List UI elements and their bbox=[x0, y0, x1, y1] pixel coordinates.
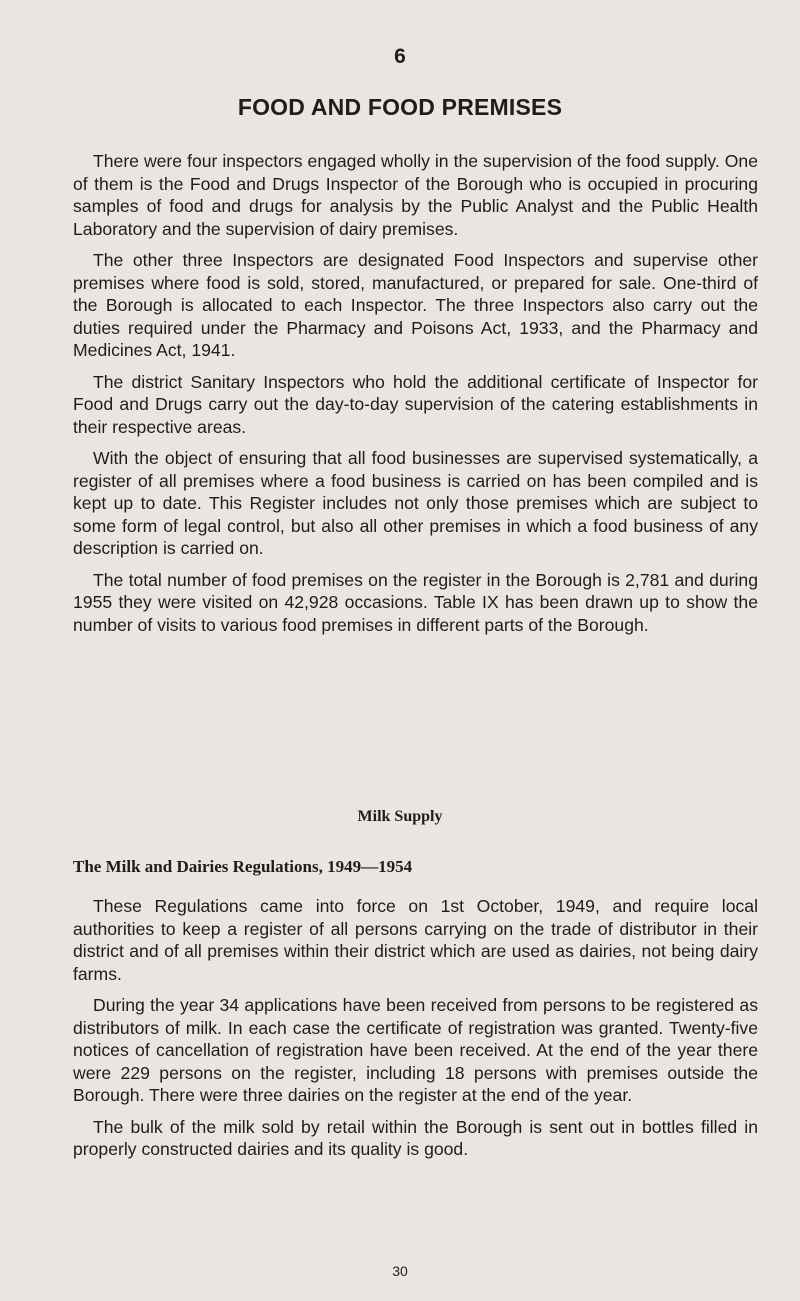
paragraph: The district Sanitary Inspectors who hold the additional certificate of Inspector for Food and Drugs carry out the day-to-day supervision of the catering establishments in their respective areas. bbox=[73, 371, 758, 437]
subsection-title: The Milk and Dairies Regulations, 1949—1954 bbox=[73, 857, 413, 876]
milk-section bbox=[73, 895, 758, 1170]
paragraph: These Regulations came into force on 1st October, 1949, and require local authorities to keep a register of all persons carrying on the trade of distributor in their district and of all premises within their district which are used as dairies, not being dairy farms. bbox=[73, 896, 758, 984]
page-footer-number: 30 bbox=[392, 1263, 408, 1279]
section-title: Milk Supply bbox=[357, 808, 443, 825]
paragraph: The other three Inspectors are designated Food Inspectors and supervise other premises where food is sold, stored, manufactured, or prepared for sale. One-third of the Borough is allocated to each Inspector. The three Inspectors also carry out the duties required under the Pharmacy and Poisons Act, 1933, and the Pharmacy and Medicines Act, 1941. bbox=[73, 250, 758, 360]
paragraph: The bulk of the milk sold by retail within the Borough is sent out in bottles filled in properly constructed dairies and its quality is good. bbox=[73, 1116, 758, 1159]
page-header-number: 6 bbox=[394, 45, 406, 68]
paragraph: The total number of food premises on the register in the Borough is 2,781 and during 1955 they were visited on 42,928 occasions. Table IX has been drawn up to show the number of visits to various food premises in different parts of the Borough. bbox=[73, 569, 758, 635]
paragraph: There were four inspectors engaged wholly in the supervision of the food supply. One of them is the Food and Drugs Inspector of the Borough who is occupied in procuring samples of food and drugs for analysis by the Public Analyst and the Public Health Laboratory and the supervision of dairy premises. bbox=[73, 151, 758, 239]
paragraph: During the year 34 applications have been received from persons to be registered as distributors of milk. In each case the certificate of registration was granted. Twenty-five notices of cancellation of registration have been received. At the end of the year there were 229 persons on the register, including 18 persons with premises outside the Borough. There were three dairies on the register at the end of the year. bbox=[73, 995, 758, 1105]
page-title: FOOD AND FOOD PREMISES bbox=[237, 94, 563, 120]
paragraph: With the object of ensuring that all food businesses are supervised systematically, a register of all premises where a food business is carried on has been compiled and is kept up to date. This Register includes not only those premises which are subject to some form of legal control, but also all other premises in which a food business of any description is carried on. bbox=[73, 448, 758, 558]
intro-section bbox=[73, 150, 758, 645]
